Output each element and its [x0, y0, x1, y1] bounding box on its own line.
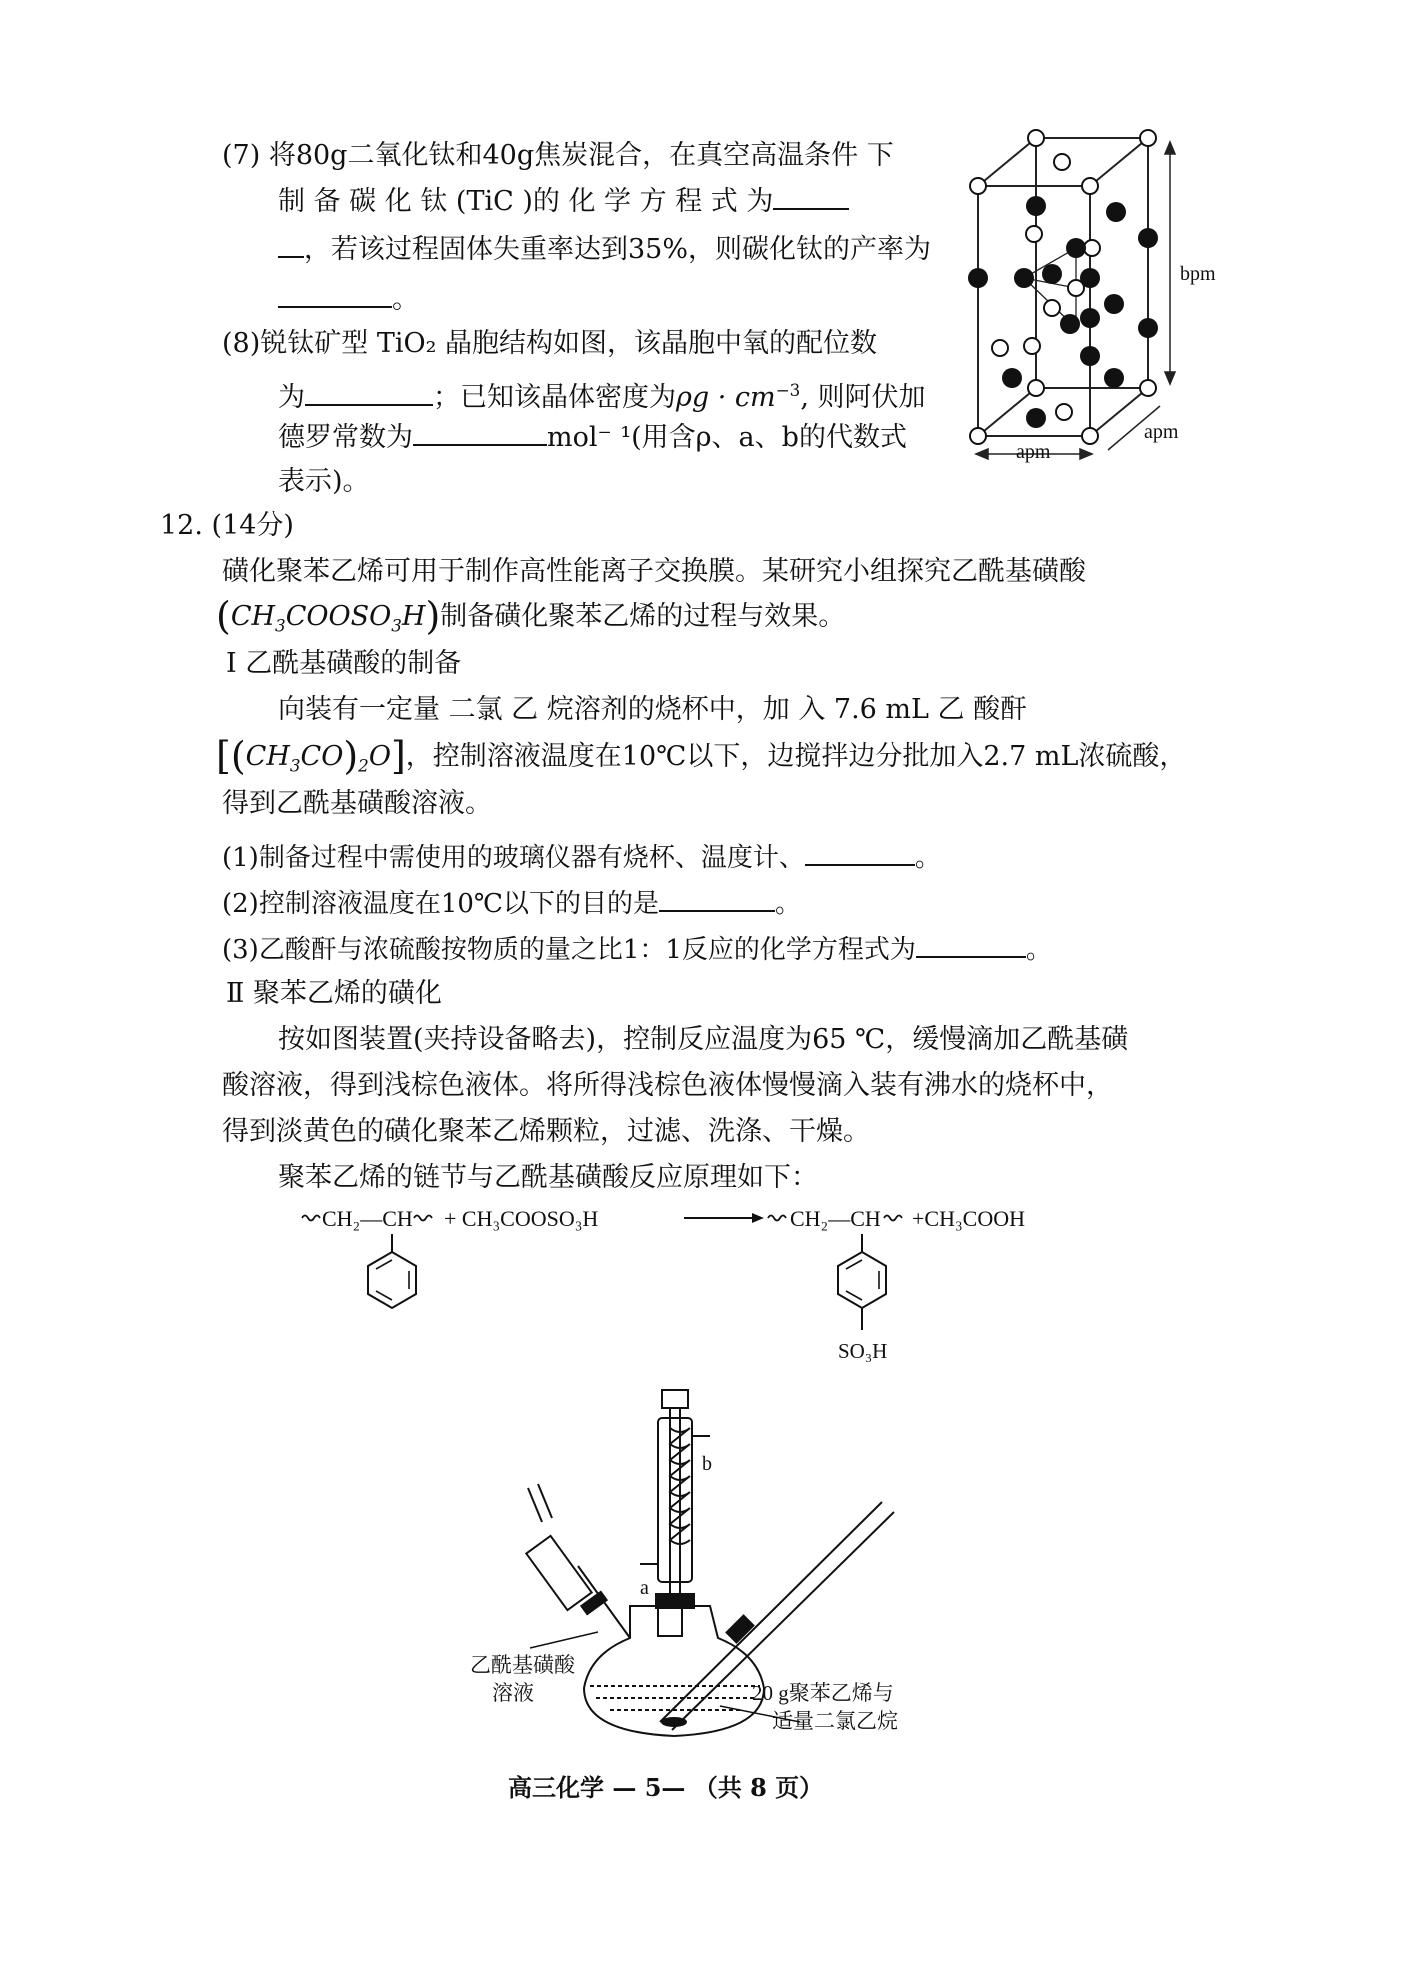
- q7-line-1: (7) 将80g二氧化钛和40g焦炭混合，在真空高温条件 下: [222, 140, 894, 171]
- cell-frame: [978, 138, 1148, 436]
- sub-question-2-blank[interactable]: [659, 884, 775, 912]
- section-1-heading: Ⅰ 乙酰基磺酸的制备: [226, 648, 462, 679]
- paren-close: ): [425, 594, 441, 638]
- q12-para-1: 向装有一定量 二氯 乙 烷溶剂的烧杯中，加 入 7.6 mL 乙 酸酐: [278, 694, 1028, 725]
- density-exponent: −3: [775, 380, 801, 400]
- crystal-cell-figure: [966, 128, 1236, 466]
- paren-close-2: ): [343, 734, 359, 778]
- q8-line-3: [278, 418, 907, 456]
- sub-question-1-blank[interactable]: [805, 838, 915, 866]
- q7-line-4: [278, 280, 419, 318]
- sub-question-2: [222, 884, 801, 922]
- sub-question-3: [222, 930, 1052, 968]
- label-polystyrene-2: 适量二氯乙烷: [772, 1709, 898, 1733]
- q7-line-2-text: 制 备 碳 化 钛 (TiC )的 化 学 方 程 式 为: [278, 186, 774, 217]
- apparatus-figure: [470, 1388, 950, 1740]
- q8-line-2-mid: ；已知该晶体密度为: [433, 382, 676, 413]
- paren-open: (: [216, 594, 231, 638]
- label-acetylsulfonic-solution-2: 溶液: [492, 1681, 534, 1705]
- sub-question-3-blank[interactable]: [916, 930, 1026, 958]
- q7-answer-blank-1[interactable]: [773, 182, 849, 210]
- q7-line-2: [278, 182, 849, 220]
- q12-intro-2-post: 制备磺化聚苯乙烯的过程与效果。: [440, 601, 846, 632]
- q12-para-2: [216, 734, 1187, 783]
- label-apm-depth: apm: [1144, 421, 1179, 443]
- label-acetylsulfonic-solution-1: 乙酰基磺酸: [470, 1653, 575, 1677]
- label-b-water-outlet: b: [702, 1453, 712, 1475]
- anhydride-oxygen: O: [368, 741, 391, 772]
- atoms: [968, 130, 1158, 444]
- q12-para-2-post: ，控制溶液温度在10℃以下，边搅拌边分批加入2.7 mL浓硫酸，: [405, 741, 1187, 772]
- q8-line-4: 表示)。: [278, 466, 370, 497]
- q8-line-2-pre: 为: [278, 382, 305, 413]
- reaction-scheme: [296, 1198, 1126, 1378]
- q8-line-2: [278, 372, 925, 416]
- q8-line-3-unit: mol⁻ ¹(用含ρ、a、b的代数式: [547, 422, 907, 453]
- q12-para-7: 聚苯乙烯的链节与乙酰基磺酸反应原理如下：: [278, 1162, 818, 1193]
- q8-coordination-blank[interactable]: [305, 378, 433, 406]
- q12-intro-2: [216, 594, 846, 643]
- label-a-water-inlet: a: [640, 1577, 649, 1599]
- benzene-ring-2: [838, 1252, 886, 1308]
- reagent-acetylsulfonic: + CH₃COOSO₃H: [444, 1206, 599, 1231]
- label-apm-width: apm: [1016, 441, 1051, 463]
- sulfonic-group: SO₃H: [838, 1339, 888, 1363]
- q7-answer-blank-1-cont[interactable]: [278, 230, 304, 258]
- dropping-funnel: [526, 1484, 630, 1638]
- label-bpm: bpm: [1180, 263, 1216, 285]
- bracket-close: ]: [390, 734, 406, 778]
- q7-line-3-text: ，若该过程固体失重率达到35%，则碳化钛的产率为: [304, 234, 932, 265]
- period-2: 。: [775, 889, 802, 919]
- q7-yield-blank[interactable]: [278, 280, 392, 308]
- q12-score: (14分): [211, 510, 294, 541]
- byproduct-acetic-acid: +CH₃COOH: [912, 1206, 1025, 1231]
- q12-para-5: 酸溶液，得到浅棕色液体。将所得浅棕色液体慢慢滴入装有沸水的烧杯中，: [222, 1070, 1113, 1101]
- period-3: 。: [1025, 935, 1052, 965]
- q8-avogadro-blank[interactable]: [413, 418, 547, 446]
- q12-header: [160, 508, 294, 544]
- benzene-ring-1: [368, 1252, 416, 1308]
- sub-question-3-text: (3)乙酸酐与浓硫酸按物质的量之比1：1反应的化学方程式为: [222, 935, 916, 965]
- product-sulfonated: CH₂—CH: [790, 1206, 881, 1231]
- label-polystyrene-1: 20 g聚苯乙烯与: [752, 1681, 894, 1705]
- q12-para-3: 得到乙酰基磺酸溶液。: [222, 788, 492, 819]
- sub-question-2-text: (2)控制溶液温度在10℃以下的目的是: [222, 889, 659, 919]
- q8-line-3-pre: 德罗常数为: [278, 422, 413, 453]
- page-footer: 高三化学 — 5— （共 8 页）: [508, 1773, 824, 1802]
- bracket-open: [(: [216, 734, 246, 778]
- condenser: [640, 1390, 710, 1608]
- q12-intro-1: 磺化聚苯乙烯可用于制作高性能离子交换膜。某研究小组探究乙酰基磺酸: [222, 556, 1086, 587]
- q8-line-1: (8)锐钛矿型 TiO₂ 晶胞结构如图，该晶胞中氧的配位数: [222, 328, 878, 359]
- density-expression: ρg · cm: [676, 382, 776, 413]
- acetic-anhydride-formula: $CH_3CO$: [245, 741, 344, 776]
- sub-question-1: [222, 838, 941, 876]
- q7-line-3: [278, 230, 931, 268]
- section-2-heading: Ⅱ 聚苯乙烯的磺化: [226, 978, 442, 1009]
- anhydride-subscript: 2: [358, 755, 369, 776]
- q12-para-4: 按如图装置(夹持设备略去)，控制反应温度为65 ℃，缓慢滴加乙酰基磺: [278, 1024, 1129, 1055]
- reactant-polystyrene: CH₂—CH: [322, 1206, 413, 1231]
- sub-question-1-text: (1)制备过程中需使用的玻璃仪器有烧杯、温度计、: [222, 843, 805, 873]
- q12-para-6: 得到淡黄色的磺化聚苯乙烯颗粒，过滤、洗涤、干燥。: [222, 1116, 870, 1147]
- q8-line-2-post: , 则阿伏加: [800, 382, 926, 413]
- q7-line-4-end: 。: [392, 284, 419, 315]
- q12-number: 12.: [160, 510, 203, 541]
- acetylsulfonic-formula: $CH_3COOSO_3H$: [230, 601, 426, 636]
- period-1: 。: [914, 843, 941, 873]
